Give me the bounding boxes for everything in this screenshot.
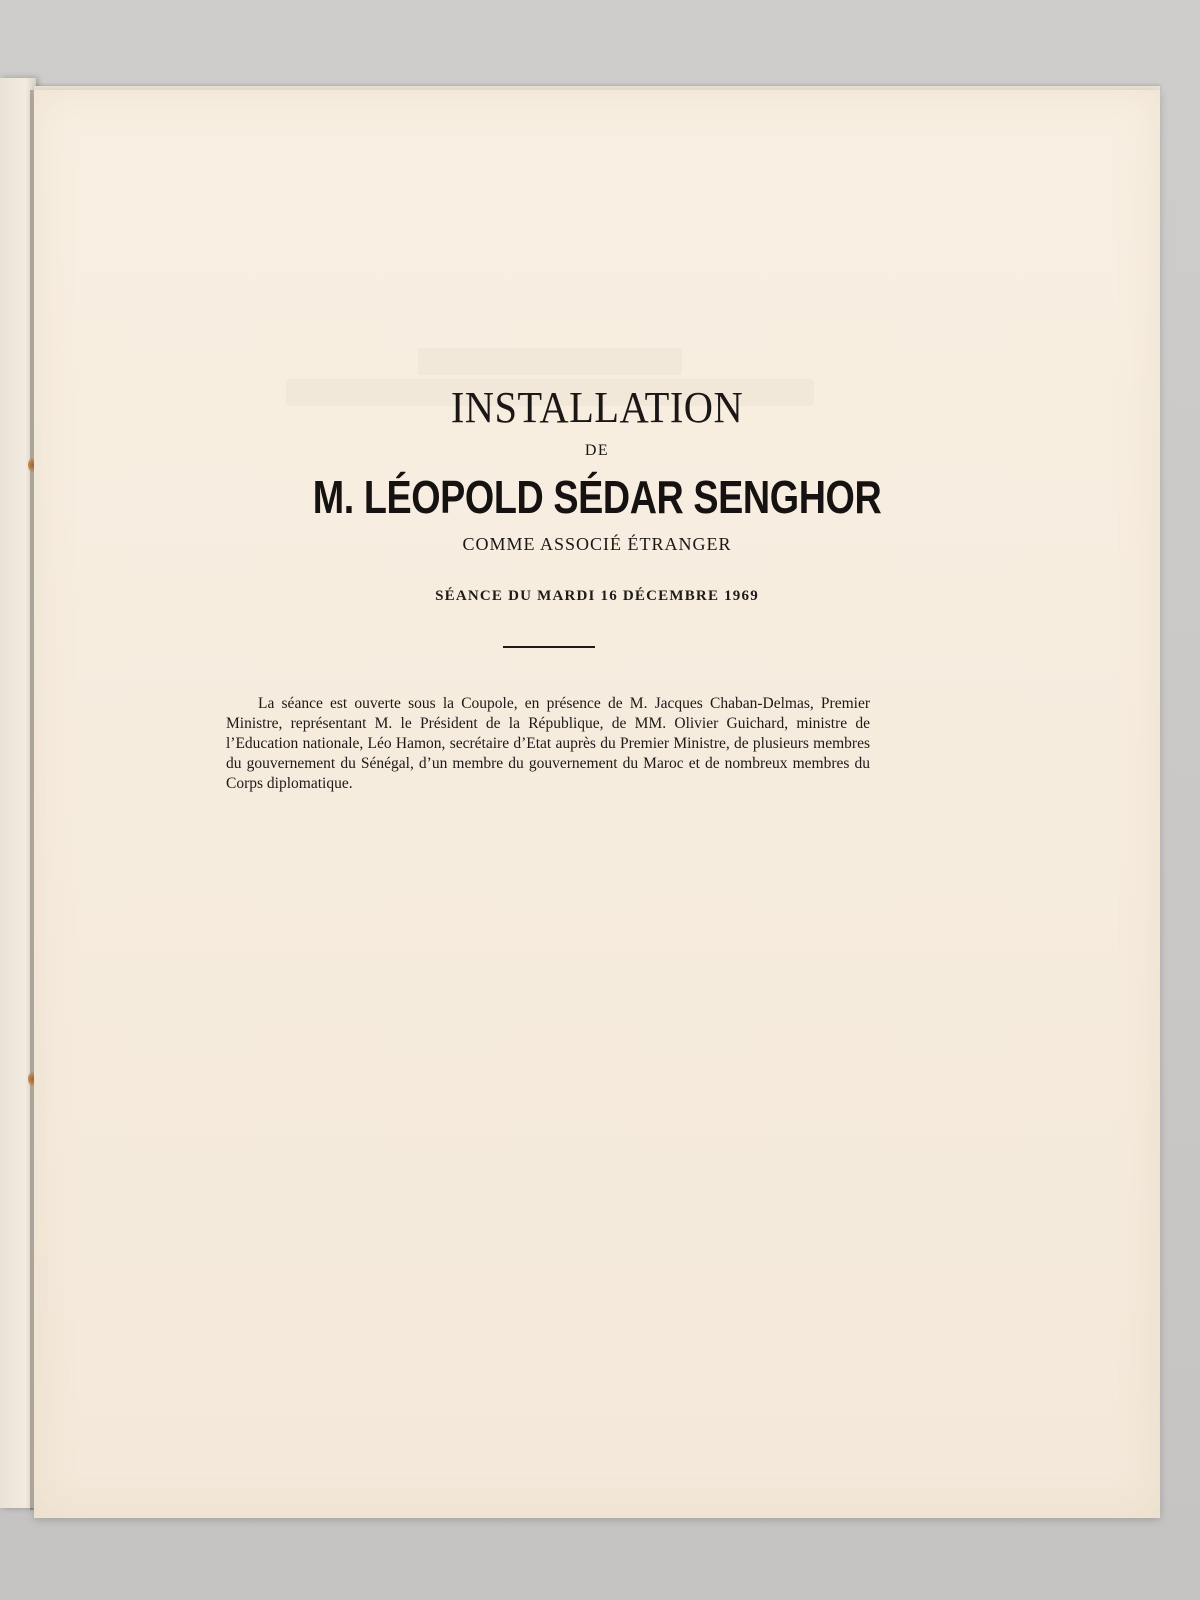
session-date: SÉANCE DU MARDI 16 DÉCEMBRE 1969 xyxy=(435,588,759,604)
document-page xyxy=(34,90,1160,1518)
opening-paragraph: La séance est ouverte sous la Coupole, en présence de M. Jacques Chaban-Delmas, Premier Ministre, représentant M. le Président de la République, de MM. Olivier Guichard, ministre de l’Education nationale, Léo Hamon, secrétaire d’Etat auprès du Premier Ministre, de plusieurs membres du gouvernement du Sénégal, d’un membre du gouvernement du Maroc et de nombreux membres du Corps diplomatique. xyxy=(226,695,870,792)
ghost-line xyxy=(418,348,682,375)
divider-rule xyxy=(503,646,595,648)
document-subtitle: COMME ASSOCIÉ ÉTRANGER xyxy=(462,534,732,554)
document-title: INSTALLATION xyxy=(450,383,744,432)
title-connector: DE xyxy=(584,442,610,459)
page-content xyxy=(34,90,1160,1518)
honoree-name: M. LÉOPOLD SÉDAR SENGHOR xyxy=(312,471,882,523)
